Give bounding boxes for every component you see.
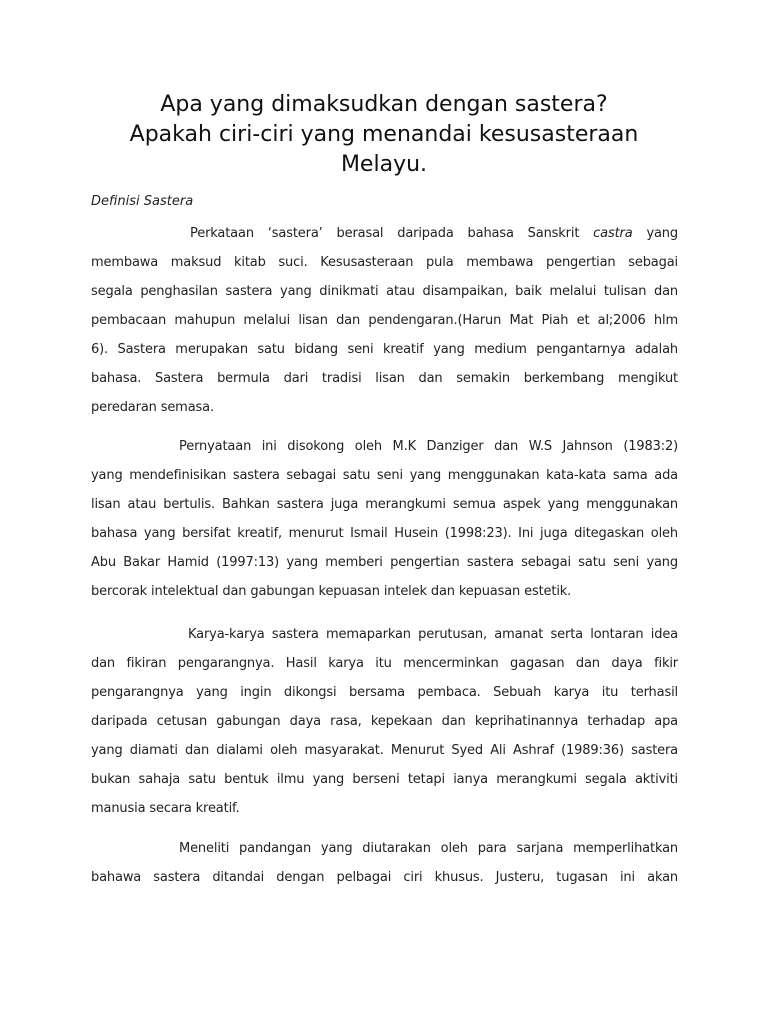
paragraph xyxy=(91,219,678,422)
title-line: Apakah ciri-ciri yang menandai kesusasteraan xyxy=(129,122,639,147)
paragraph-line: yang mendefinisikan sastera sebagai satu seni yang menggunakan kata-kata sama ada xyxy=(91,468,678,483)
paragraph-line: membawa maksud kitab suci. Kesusasteraan pula membawa pengertian sebagai xyxy=(91,255,678,270)
paragraph xyxy=(91,834,678,892)
paragraph xyxy=(91,432,678,606)
title-line: Apa yang dimaksudkan dengan sastera? xyxy=(160,92,608,117)
paragraph-line: 6). Sastera merupakan satu bidang seni kreatif yang medium pengantarnya adalah xyxy=(91,342,678,357)
paragraph-line: bahasa. Sastera bermula dari tradisi lisan dan semakin berkembang mengikut xyxy=(91,371,678,386)
paragraph-line: daripada cetusan gabungan daya rasa, kepekaan dan keprihatinannya terhadap apa xyxy=(91,714,678,729)
paragraph-line: manusia secara kreatif. xyxy=(91,801,240,816)
paragraph-line: peredaran semasa. xyxy=(91,400,214,415)
paragraph-line: lisan atau bertulis. Bahkan sastera juga merangkumi semua aspek yang menggunakan xyxy=(91,497,678,512)
paragraph-line: Perkataan ‘sastera’ berasal daripada bahasa Sanskrit castra yang xyxy=(190,226,678,241)
paragraph-line: bahasa yang bersifat kreatif, menurut Ismail Husein (1998:23). Ini juga ditegaskan oleh xyxy=(91,526,678,541)
paragraph-line: yang diamati dan dialami oleh masyarakat. Menurut Syed Ali Ashraf (1989:36) sastera xyxy=(91,743,678,758)
paragraph-line: Pernyataan ini disokong oleh M.K Danziger dan W.S Jahnson (1983:2) xyxy=(179,439,678,454)
paragraph-line: pengarangnya yang ingin dikongsi bersama pembaca. Sebuah karya itu terhasil xyxy=(91,685,678,700)
paragraph-line: bukan sahaja satu bentuk ilmu yang berseni tetapi ianya merangkumi segala aktiviti xyxy=(91,772,678,787)
paragraph-line: Abu Bakar Hamid (1997:13) yang memberi pengertian sastera sebagai satu seni yang xyxy=(91,555,678,570)
paragraph-line: Karya-karya sastera memaparkan perutusan, amanat serta lontaran idea xyxy=(188,627,678,642)
paragraph-line: dan fikiran pengarangnya. Hasil karya itu mencerminkan gagasan dan daya fikir xyxy=(91,656,678,671)
paragraph-line: pembacaan mahupun melalui lisan dan pendengaran.(Harun Mat Piah et al;2006 hlm xyxy=(91,313,678,328)
italic-term: castra xyxy=(593,226,633,241)
title-line: Melayu. xyxy=(340,152,428,177)
paragraph xyxy=(91,620,678,823)
paragraph-line: segala penghasilan sastera yang dinikmati atau disampaikan, baik melalui tulisan dan xyxy=(91,284,678,299)
section-heading: Definisi Sastera xyxy=(91,194,194,209)
document-title xyxy=(60,90,708,180)
paragraph-line: Meneliti pandangan yang diutarakan oleh para sarjana memperlihatkan xyxy=(179,841,678,856)
paragraph-line: bahawa sastera ditandai dengan pelbagai ciri khusus. Justeru, tugasan ini akan xyxy=(91,870,678,885)
paragraph-line: bercorak intelektual dan gabungan kepuasan intelek dan kepuasan estetik. xyxy=(91,584,572,599)
